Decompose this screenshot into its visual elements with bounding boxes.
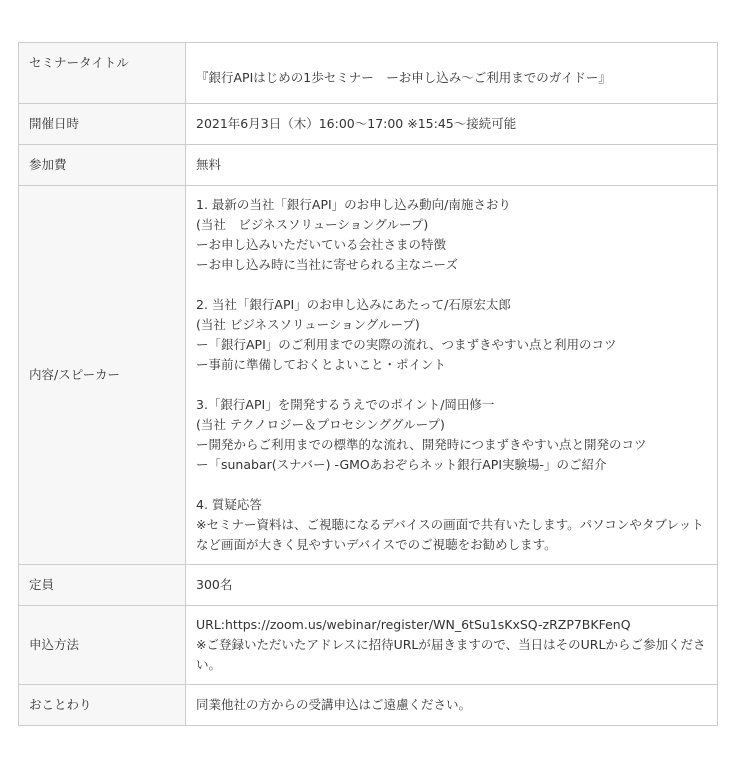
seminar-info-table xyxy=(18,42,718,726)
content-s4-l1: 4. 質疑応答 xyxy=(196,497,262,512)
apply-note: ※ご登録いただいたアドレスに招待URLが届きますので、当日はそのURLからご参加ください。 xyxy=(196,637,706,672)
capacity-value: 300名 xyxy=(186,565,718,606)
content-s2-l2: (当社 ビジネスソリューショングループ) xyxy=(196,317,420,332)
disclaimer-row xyxy=(19,685,718,726)
content-row xyxy=(19,186,718,565)
content-s2-l4: ー事前に準備しておくとよいこと・ポイント xyxy=(196,357,447,372)
section-gap xyxy=(196,475,707,495)
disclaimer-label: おことわり xyxy=(19,685,186,726)
apply-label: 申込方法 xyxy=(19,606,186,685)
section-gap xyxy=(196,275,707,295)
content-s1-l1: 1. 最新の当社「銀行API」のお申し込み動向/南施さおり xyxy=(196,197,511,212)
content-s3-l1: 3.「銀行API」を開発するうえでのポイント/岡田修一 xyxy=(196,397,495,412)
title-row xyxy=(19,43,718,104)
fee-value: 無料 xyxy=(186,145,718,186)
title-value: 『銀行APIはじめの1歩セミナー ーお申し込み〜ご利用までのガイドー』 xyxy=(186,43,718,104)
content-s1-l2: (当社 ビジネスソリューショングループ) xyxy=(196,217,429,232)
content-s3-l2: (当社 テクノロジー＆プロセシンググループ) xyxy=(196,417,445,432)
apply-row xyxy=(19,606,718,685)
apply-value xyxy=(186,606,718,685)
title-label: セミナータイトル xyxy=(19,43,186,104)
content-s2-l3: ー「銀行API」のご利用までの実際の流れ、つまずきやすい点と利用のコツ xyxy=(196,337,617,352)
content-s2-l1: 2. 当社「銀行API」のお申し込みにあたって/石原宏太郎 xyxy=(196,297,511,312)
content-s1-l4: ーお申し込み時に当社に寄せられる主なニーズ xyxy=(196,257,458,272)
content-label: 内容/スピーカー xyxy=(19,186,186,565)
capacity-row xyxy=(19,565,718,606)
content-s3-l4: ー「sunabar(スナバー) -GMOあおぞらネット銀行API実験場-」のご紹介 xyxy=(196,457,607,472)
datetime-row xyxy=(19,104,718,145)
content-s4-l2: ※セミナー資料は、ご視聴になるデバイスの画面で共有いたします。パソコンやタブレットなど画面が大きく見やすいデバイスでのご視聴をお勧めします。 xyxy=(196,517,704,552)
fee-row xyxy=(19,145,718,186)
apply-url: URL:https://zoom.us/webinar/register/WN_6tSu1sKxSQ-zRZP7BKFenQ xyxy=(196,617,631,632)
content-s3-l3: ー開発からご利用までの標準的な流れ、開発時につまずきやすい点と開発のコツ xyxy=(196,437,647,452)
datetime-label: 開催日時 xyxy=(19,104,186,145)
content-value xyxy=(186,186,718,565)
fee-label: 参加費 xyxy=(19,145,186,186)
content-s1-l3: ーお申し込みいただいている会社さまの特徴 xyxy=(196,237,447,252)
datetime-value: 2021年6月3日（木）16:00〜17:00 ※15:45〜接続可能 xyxy=(186,104,718,145)
disclaimer-value: 同業他社の方からの受講申込はご遠慮ください。 xyxy=(186,685,718,726)
capacity-label: 定員 xyxy=(19,565,186,606)
section-gap xyxy=(196,375,707,395)
